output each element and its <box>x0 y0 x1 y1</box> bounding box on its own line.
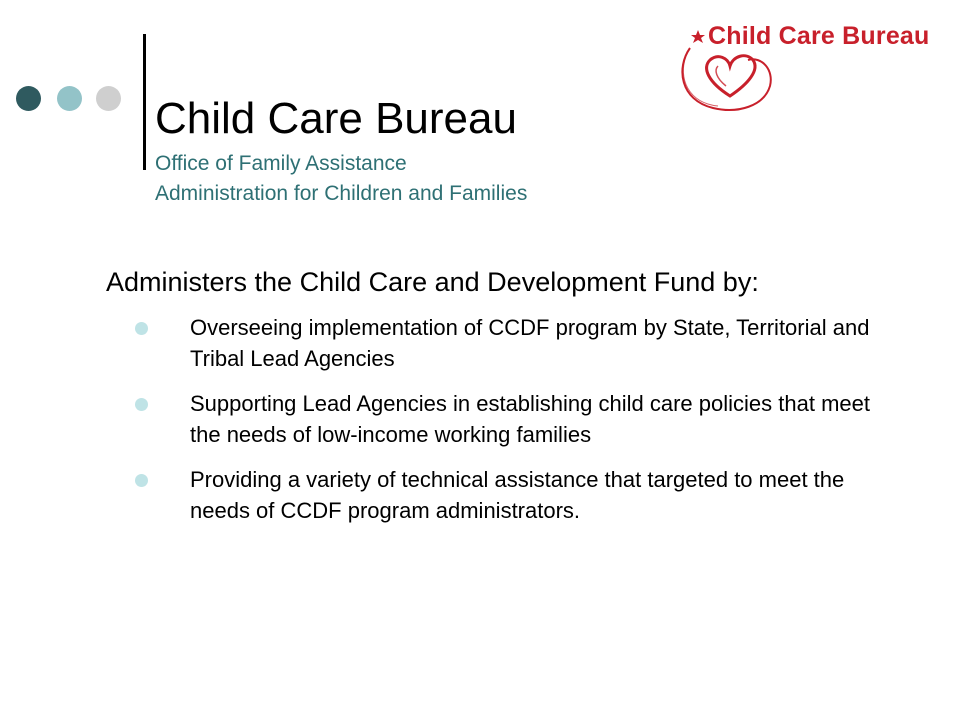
subtitle-administration: Administration for Children and Families <box>155 182 528 205</box>
bullet-list <box>135 312 875 540</box>
lead-statement: Administers the Child Care and Development Fund by: <box>106 267 759 297</box>
list-item <box>135 464 875 526</box>
decorative-dot-gray <box>96 86 121 111</box>
bullet-text: Supporting Lead Agencies in establishing child care policies that meet the needs of low-income working families <box>190 391 870 447</box>
title-divider-bar <box>143 34 146 170</box>
decorative-dot-dark <box>16 86 41 111</box>
child-care-bureau-logo <box>668 8 943 118</box>
page-title: Child Care Bureau <box>155 94 517 143</box>
bullet-icon <box>135 474 148 487</box>
bullet-text: Overseeing implementation of CCDF program by State, Territorial and Tribal Lead Agencies <box>190 315 870 371</box>
bullet-text: Providing a variety of technical assistance that targeted to meet the needs of CCDF program administrators. <box>190 467 845 523</box>
bullet-icon <box>135 322 148 335</box>
bullet-icon <box>135 398 148 411</box>
list-item <box>135 312 875 374</box>
subtitle-office: Office of Family Assistance <box>155 152 407 175</box>
decorative-dot-teal <box>57 86 82 111</box>
list-item <box>135 388 875 450</box>
logo-text: Child Care Bureau <box>708 22 930 50</box>
